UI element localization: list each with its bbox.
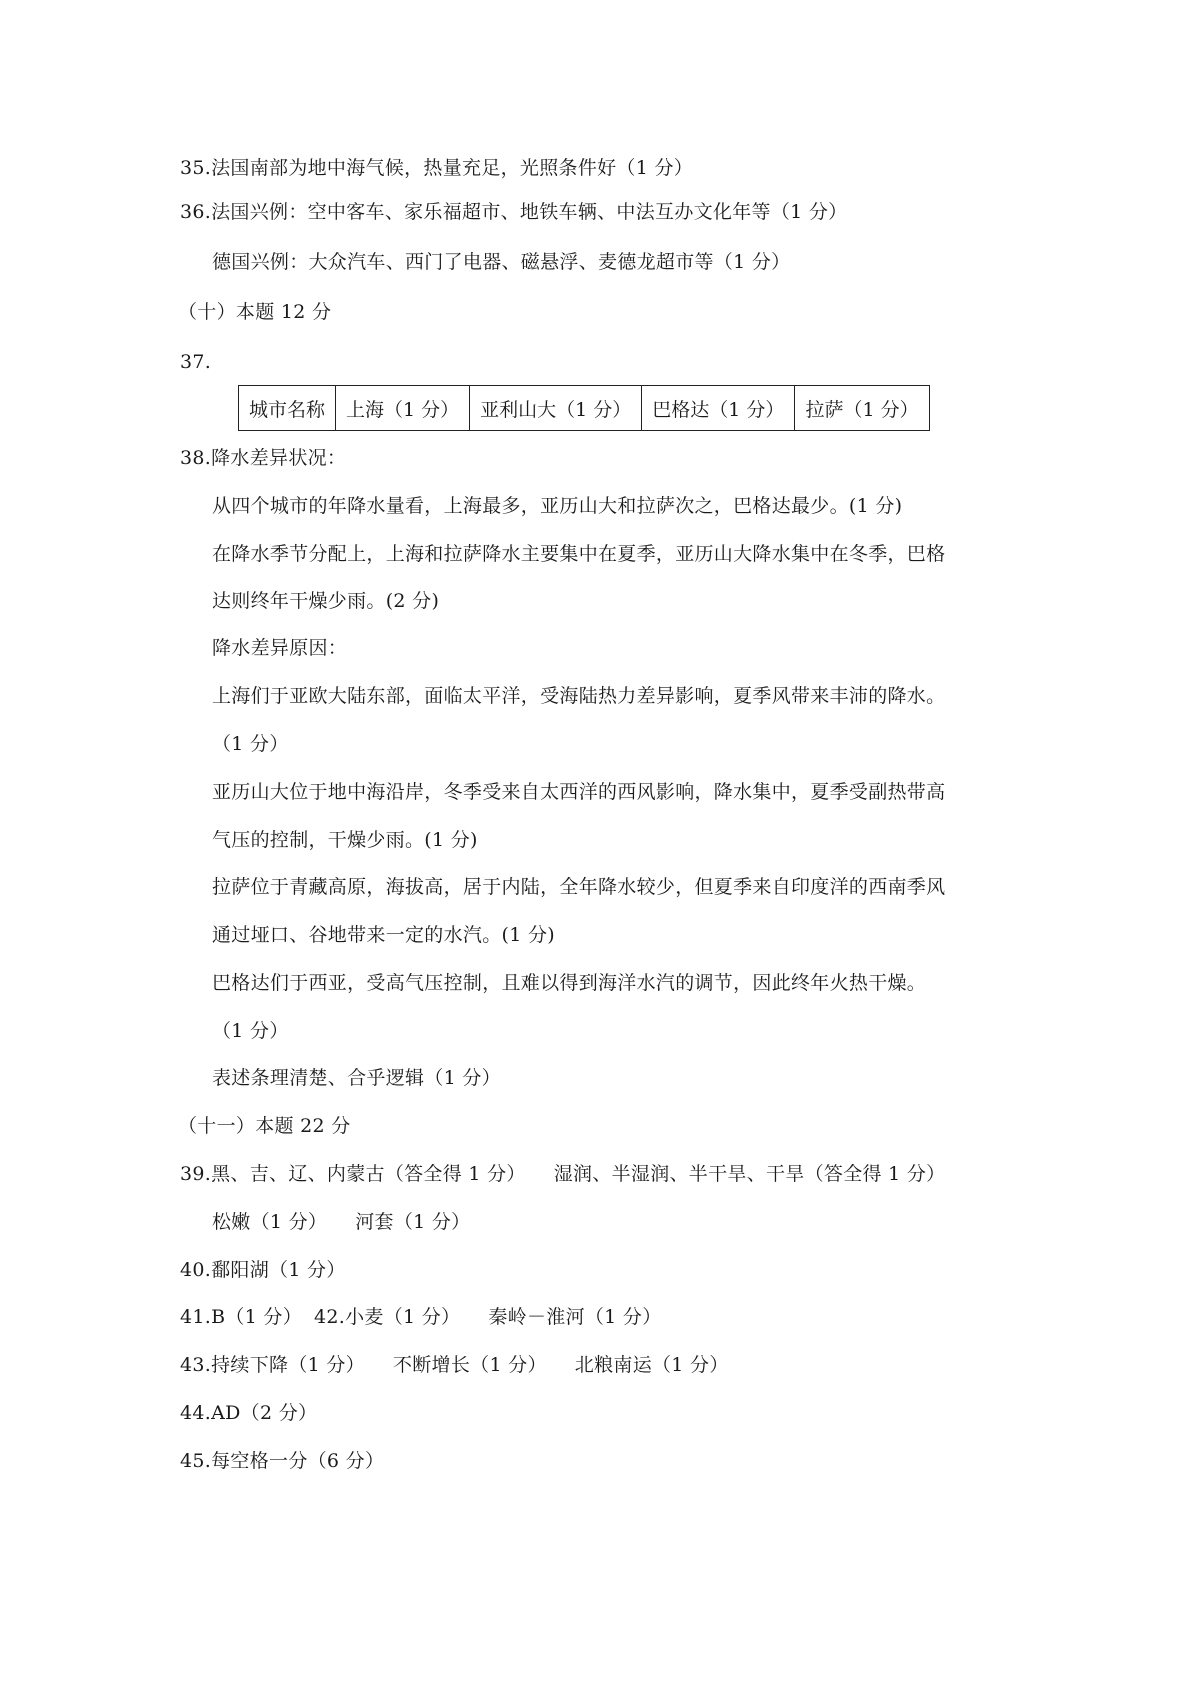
table-cell: 巴格达（1 分） [642, 386, 795, 431]
answer-37-table [238, 385, 930, 431]
answer-39-line-2 [212, 1210, 470, 1234]
table-cell: 亚利山大（1 分） [470, 386, 642, 431]
table-cell-header: 城市名称 [239, 386, 336, 431]
answer-38-para-4a: 上海们于亚欧大陆东部，面临太平洋，受海陆热力差异影响，夏季风带来丰沛的降水。 [212, 685, 946, 707]
answer-38-para-8: 表述条理清楚、合乎逻辑（1 分） [212, 1067, 501, 1089]
answer-35: 35.法国南部为地中海气候，热量充足，光照条件好（1 分） [180, 157, 694, 179]
answer-38-heading: 38.降水差异状况： [180, 447, 347, 469]
answer-38-para-7b: （1 分） [212, 1020, 289, 1042]
answer-39-climate: 湿润、半湿润、半干旱、干旱（答全得 1 分） [553, 1163, 946, 1185]
answer-43-line [180, 1353, 729, 1377]
answer-42-line: 秦岭－淮河（1 分） [488, 1306, 662, 1328]
section-11-heading: （十一）本题 22 分 [178, 1115, 351, 1137]
answer-39-provinces: 39.黑、吉、辽、内蒙古（答全得 1 分） [180, 1163, 526, 1185]
answer-45: 45.每空格一分（6 分） [180, 1450, 385, 1472]
section-10-heading: （十）本题 12 分 [178, 301, 332, 323]
answer-40: 40.鄱阳湖（1 分） [180, 1259, 346, 1281]
answer-38-para-5b: 气压的控制，干燥少雨。(1 分) [212, 829, 478, 851]
answer-43-a: 43.持续下降（1 分） [180, 1354, 365, 1376]
answer-42: 42.小麦（1 分） [314, 1306, 461, 1328]
answer-39-plain-1: 松嫩（1 分） [212, 1211, 328, 1233]
answer-38-para-4b: （1 分） [212, 733, 289, 755]
answer-41-42-line [180, 1305, 662, 1329]
answer-38-para-1: 从四个城市的年降水量看，上海最多，亚历山大和拉萨次之，巴格达最少。(1 分) [212, 495, 903, 517]
answer-36-germany: 德国兴例：大众汽车、西门了电器、磁悬浮、麦德龙超市等（1 分） [212, 251, 791, 273]
answer-38-para-2a: 在降水季节分配上，上海和拉萨降水主要集中在夏季，亚历山大降水集中在冬季，巴格 [212, 543, 946, 565]
answer-36-france: 36.法国兴例：空中客车、家乐福超市、地铁车辆、中法互办文化年等（1 分） [180, 201, 848, 223]
answer-43-c: 北粮南运（1 分） [574, 1354, 729, 1376]
answer-38-para-6b: 通过垭口、谷地带来一定的水汽。(1 分) [212, 924, 555, 946]
answer-39-plain-2: 河套（1 分） [355, 1211, 471, 1233]
answer-43-b: 不断增长（1 分） [392, 1354, 547, 1376]
table-cell: 上海（1 分） [336, 386, 470, 431]
answer-38-reason-heading: 降水差异原因： [212, 637, 348, 659]
table-row [239, 386, 930, 431]
answer-44: 44.AD（2 分） [180, 1402, 318, 1424]
answer-38-para-6a: 拉萨位于青藏高原，海拔高，居于内陆，全年降水较少，但夏季来自印度洋的西南季风 [212, 876, 946, 898]
answer-38-para-2b: 达则终年干燥少雨。(2 分) [212, 590, 440, 612]
answer-38-para-5a: 亚历山大位于地中海沿岸，冬季受来自太西洋的西风影响，降水集中，夏季受副热带高 [212, 781, 946, 803]
table-cell: 拉萨（1 分） [795, 386, 929, 431]
answer-38-para-7a: 巴格达们于西亚，受高气压控制，且难以得到海洋水汽的调节，因此终年火热干燥。 [212, 972, 927, 994]
answer-39-line-1 [180, 1162, 945, 1186]
answer-41: 41.B（1 分） [180, 1306, 303, 1328]
answer-37-number: 37. [180, 351, 212, 373]
